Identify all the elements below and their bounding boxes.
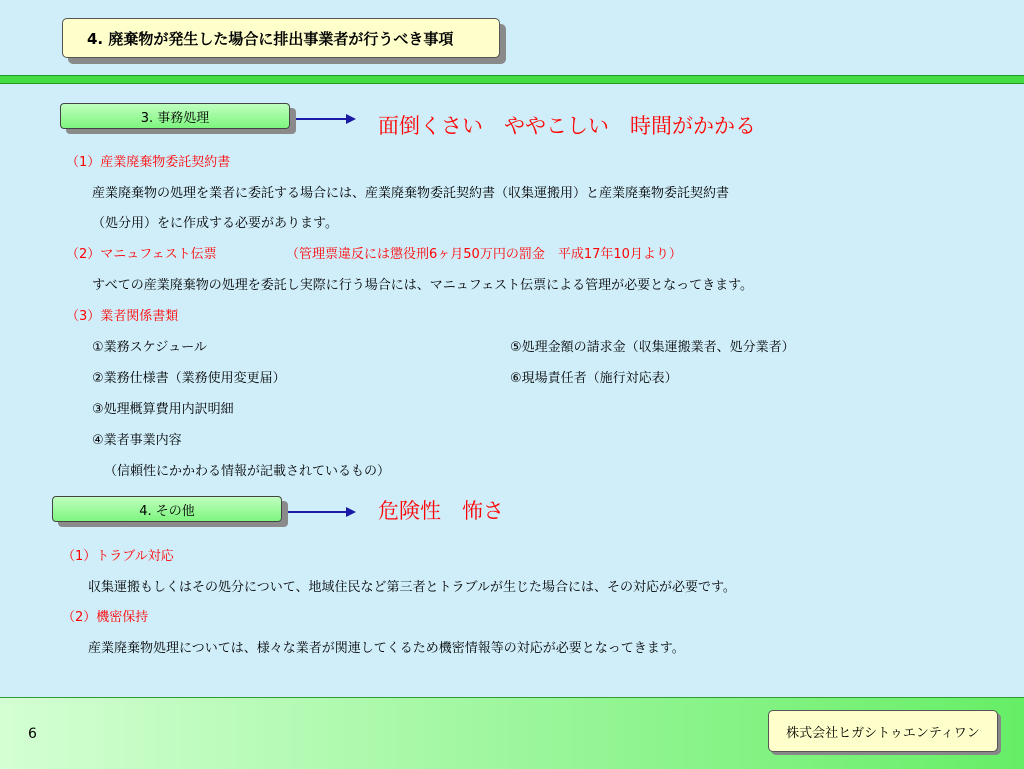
documents-list-item: ⑥現場責任者（施行対応表）	[510, 371, 678, 386]
item-documents-heading: （3）業者関係書類	[66, 309, 179, 324]
slide-title: 4. 廃棄物が発生した場合に排出事業者が行うべき事項	[62, 18, 500, 58]
section-3-tagline: 面倒くさい ややこしい 時間がかかる	[378, 114, 756, 138]
header-divider-bar	[0, 75, 1024, 84]
item-confidentiality-heading: （2）機密保持	[62, 610, 149, 625]
page-number: 6	[28, 726, 37, 742]
arrow-right-icon	[288, 505, 358, 519]
documents-list-item: ②業務仕様書（業務使用変更届）	[92, 371, 286, 386]
documents-list-item: ④業者事業内容	[92, 433, 182, 448]
item-trouble-body: 収集運搬もしくはその処分について、地域住民など第三者とトラブルが生じた場合には、その対応が必要です。	[88, 580, 736, 595]
item-confidentiality-body: 産業廃棄物処理については、様々な業者が関連してくるため機密情報等の対応が必要となってきます。	[88, 641, 685, 656]
item-manifest-penalty-note: （管理票違反には懲役刑6ヶ月50万円の罰金 平成17年10月より）	[286, 247, 682, 262]
item-contract-body-2: （処分用）をに作成する必要があります。	[92, 216, 338, 231]
item-contract-heading: （1）産業廃棄物委託契約書	[66, 155, 231, 170]
arrow-right-icon	[296, 112, 358, 126]
item-manifest-body: すべての産業廃棄物の処理を委託し実際に行う場合には、マニュフェスト伝票による管理が必要となってきます。	[92, 278, 754, 293]
section-3-label-box: 3. 事務処理	[60, 103, 290, 129]
documents-list-item: ①業務スケジュール	[92, 340, 207, 355]
item-trouble-heading: （1）トラブル対応	[62, 549, 174, 564]
documents-list-item: ③処理概算費用内訳明細	[92, 402, 234, 417]
item-contract-body-1: 産業廃棄物の処理を業者に委託する場合には、産業廃棄物委託契約書（収集運搬用）と産業廃棄物委託契約書	[92, 186, 730, 201]
section-4-tagline: 危険性 怖さ	[378, 499, 504, 523]
company-name-box: 株式会社ヒガシトゥエンティワン	[768, 710, 998, 752]
documents-note: （信頼性にかかわる情報が記載されているもの）	[104, 464, 391, 479]
item-manifest-heading: （2）マニュフェスト伝票	[66, 247, 217, 262]
documents-list-item: ⑤処理金額の請求金（収集運搬業者、処分業者）	[510, 340, 795, 355]
section-4-label-box: 4. その他	[52, 496, 282, 522]
